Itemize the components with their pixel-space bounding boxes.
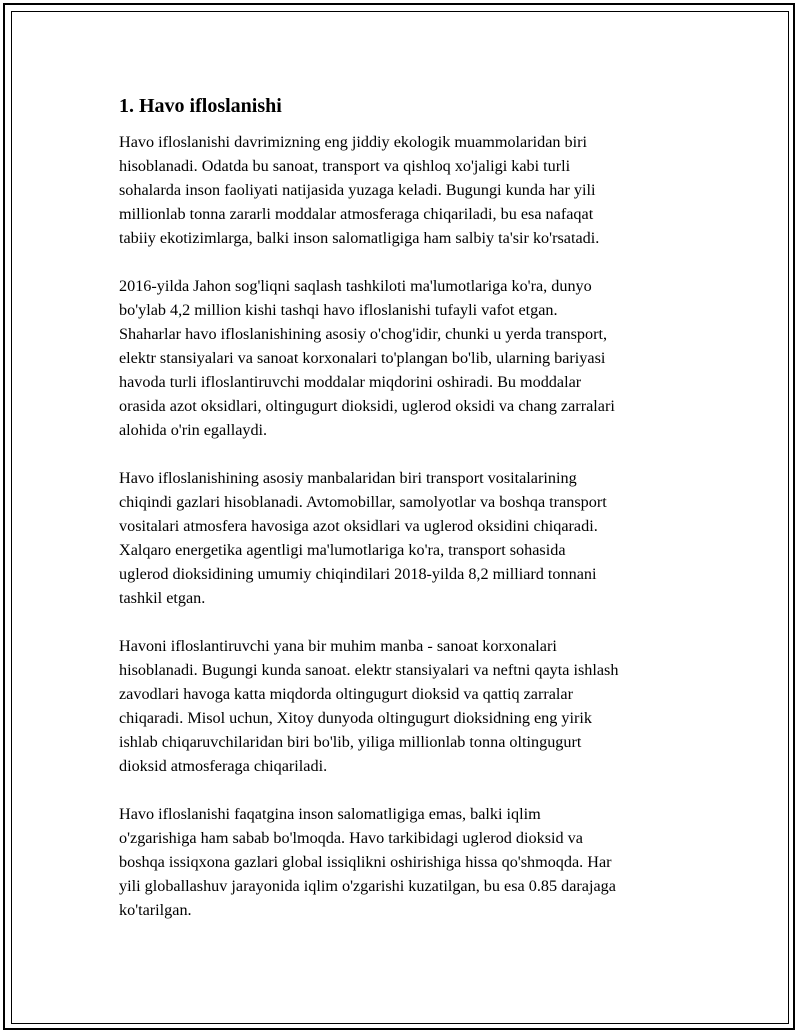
text-line: millionlab tonna zararli moddalar atmosferaga chiqariladi, bu esa nafaqat bbox=[119, 205, 594, 223]
text-line: bo'ylab 4,2 million kishi tashqi havo ifloslanishi tufayli vafot etgan. bbox=[119, 301, 558, 319]
text-line: boshqa issiqxona gazlari global issiqlikni oshirishiga hissa qo'shmoqda. Har bbox=[119, 853, 612, 871]
text-line: hisoblanadi. Odatda bu sanoat, transport va qishloq xo'jaligi kabi turli bbox=[119, 157, 571, 175]
text-line: Havo ifloslanishi davrimizning eng jiddiy ekologik muammolaridan biri bbox=[119, 133, 588, 151]
text-line: chiqaradi. Misol uchun, Xitoy dunyoda oltingugurt dioksidning eng yirik bbox=[119, 709, 592, 727]
text-line: vositalari atmosfera havosiga azot oksidlari va uglerod oksidini chiqaradi. bbox=[119, 517, 598, 535]
text-line: Xalqaro energetika agentligi ma'lumotlariga ko'ra, transport sohasida bbox=[119, 541, 566, 559]
text-line: o'zgarishiga ham sabab bo'lmoqda. Havo tarkibidagi uglerod dioksid va bbox=[119, 829, 583, 847]
text-line: Shaharlar havo ifloslanishining asosiy o'chog'idir, chunki u yerda transport, bbox=[119, 325, 608, 343]
document-body bbox=[119, 94, 694, 946]
text-line: yili globallashuv jarayonida iqlim o'zgarishi kuzatilgan, bu esa 0.85 darajaga bbox=[119, 877, 616, 895]
text-line: havoda turli ifloslantiruvchi moddalar miqdorini oshiradi. Bu moddalar bbox=[119, 373, 582, 391]
paragraph-1 bbox=[119, 130, 694, 250]
paragraph-5 bbox=[119, 802, 694, 922]
text-line: orasida azot oksidlari, oltingugurt dioksidi, uglerod oksidi va chang zarralari bbox=[119, 397, 615, 415]
text-line: ko'tarilgan. bbox=[119, 901, 192, 919]
text-line: hisoblanadi. Bugungi kunda sanoat. elektr stansiyalari va neftni qayta ishlash bbox=[119, 661, 619, 679]
text-line: chiqindi gazlari hisoblanadi. Avtomobillar, samolyotlar va boshqa transport bbox=[119, 493, 607, 511]
text-line: zavodlari havoga katta miqdorda oltingugurt dioksid va qattiq zarralar bbox=[119, 685, 574, 703]
paragraph-2 bbox=[119, 274, 694, 442]
text-line: elektr stansiyalari va sanoat korxonalari to'plangan bo'lib, ularning bariyasi bbox=[119, 349, 606, 367]
text-line: Havoni ifloslantiruvchi yana bir muhim manba - sanoat korxonalari bbox=[119, 637, 557, 655]
text-line: Havo ifloslanishi faqatgina inson salomatligiga emas, balki iqlim bbox=[119, 805, 541, 823]
section-title: 1. Havo ifloslanishi bbox=[119, 95, 282, 117]
text-line: tashkil etgan. bbox=[119, 589, 206, 607]
text-line: sohalarda inson faoliyati natijasida yuzaga keladi. Bugungi kunda har yili bbox=[119, 181, 596, 199]
text-line: alohida o'rin egallaydi. bbox=[119, 421, 268, 439]
text-line: uglerod dioksidining umumiy chiqindilari 2018-yilda 8,2 milliard tonnani bbox=[119, 565, 597, 583]
paragraph-4 bbox=[119, 634, 694, 778]
text-line: 2016-yilda Jahon sog'liqni saqlash tashkiloti ma'lumotlariga ko'ra, dunyo bbox=[119, 277, 592, 295]
text-line: tabiiy ekotizimlarga, balki inson salomatligiga ham salbiy ta'sir ko'rsatadi. bbox=[119, 229, 600, 247]
text-line: ishlab chiqaruvchilaridan biri bo'lib, yiliga millionlab tonna oltingugurt bbox=[119, 733, 582, 751]
text-line: Havo ifloslanishining asosiy manbalaridan biri transport vositalarining bbox=[119, 469, 577, 487]
text-line: dioksid atmosferaga chiqariladi. bbox=[119, 757, 328, 775]
paragraph-3 bbox=[119, 466, 694, 610]
